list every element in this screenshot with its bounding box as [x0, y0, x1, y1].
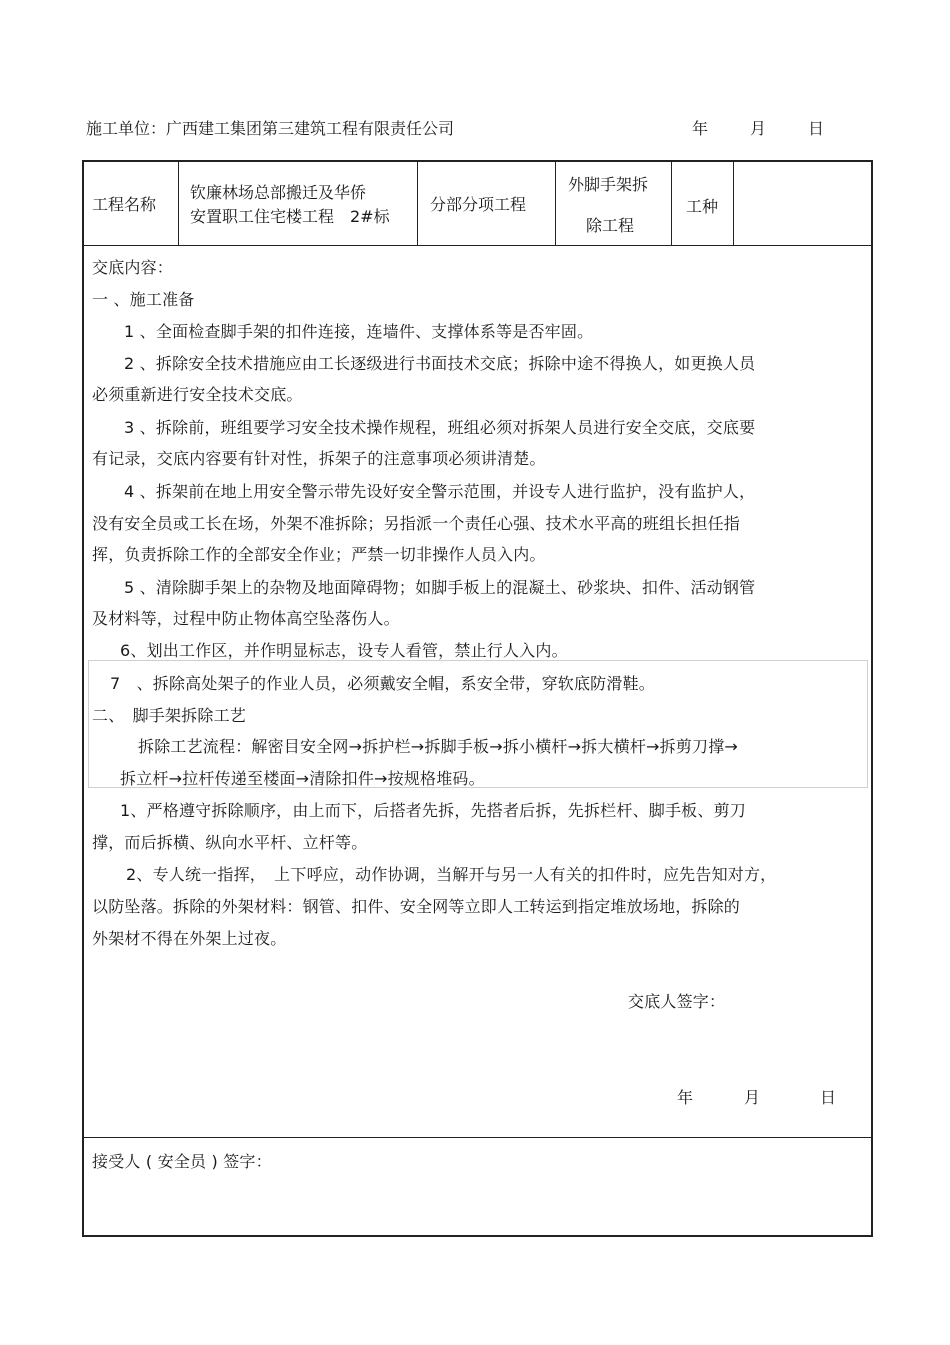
s2-flow-line2: 拆立杆→拉杆传递至楼面→清除扣件→按规格堆码。 — [120, 769, 485, 788]
s2-item-2-line3: 外架材不得在外架上过夜。 — [92, 929, 287, 948]
s2-item-2-line1: 2、专人统一指挥， 上下呼应，动作协调，当解开与另一人有关的扣件时，应先告知对方， — [126, 865, 777, 884]
header-year: 年 — [692, 119, 709, 138]
sign-year: 年 — [677, 1088, 694, 1107]
s1-item-4-line3: 挥，负责拆除工作的全部安全作业；严禁一切非操作人员入内。 — [92, 545, 546, 564]
s2-item-2-line2: 以防坠落。拆除的外架材料：钢管、扣件、安全网等立即人工转运到指定堆放场地，拆除的 — [92, 897, 741, 916]
project-name-label: 工程名称 — [92, 195, 157, 214]
construction-unit-label: 施工单位：广西建工集团第三建筑工程有限责任公司 — [86, 119, 455, 138]
header-month: 月 — [750, 119, 767, 138]
s1-item-2-line2: 必须重新进行安全技术交底。 — [92, 385, 303, 404]
s1-item-5-line2: 及材料等，过程中防止物体高空坠落伤人。 — [92, 609, 400, 628]
s1-item-3-line2: 有记录，交底内容要有针对性，拆架子的注意事项必须讲清楚。 — [92, 449, 546, 468]
s1-item-4-line1: 4 、拆架前在地上用安全警示带先设好安全警示范围，并设专人进行监护，没有监护人， — [124, 482, 756, 501]
trade-label: 工种 — [686, 197, 719, 216]
content-intro: 交底内容： — [92, 258, 174, 277]
receiver-label: 接受人 ( 安全员 ) 签字： — [92, 1152, 272, 1171]
s1-item-4-line2: 没有安全员或工长在场，外架不准拆除；另指派一个责任心强、技术水平高的班组长担任指 — [92, 514, 741, 533]
sign-month: 月 — [744, 1088, 761, 1107]
subproject-line1: 外脚手架拆 — [568, 175, 649, 194]
section-2-title: 二、 脚手架拆除工艺 — [92, 706, 247, 725]
subproject-line2: 除工程 — [586, 216, 635, 235]
s2-flow-line1: 拆除工艺流程：解密目安全网→拆护栏→拆脚手板→拆小横杆→拆大横杆→拆剪刀撑→ — [138, 737, 739, 756]
s1-item-1: 1 、全面检查脚手架的扣件连接，连墙件、支撑体系等是否牢固。 — [124, 322, 594, 341]
s2-item-1-line2: 撑，而后拆横、纵向水平杆、立杆等。 — [92, 833, 368, 852]
s1-item-6: 6、划出工作区，并作明显标志，设专人看管，禁止行人入内。 — [120, 641, 568, 660]
s2-item-1-line1: 1、严格遵守拆除顺序，由上而下，后搭者先拆，先搭者后拆，先拆栏杆、脚手板、剪刀 — [120, 801, 746, 820]
header-day: 日 — [808, 119, 825, 138]
s1-item-5-line1: 5 、清除脚手架上的杂物及地面障碍物；如脚手板上的混凝土、砂浆块、扣件、活动钢管 — [124, 578, 756, 597]
project-name-line2: 安置职工住宅楼工程 2#标 — [190, 207, 390, 226]
section-1-title: 一 、施工准备 — [92, 290, 195, 309]
signer-label: 交底人签字： — [628, 992, 726, 1011]
s1-item-3-line1: 3 、拆除前，班组要学习安全技术操作规程，班组必须对拆架人员进行安全交底，交底要 — [124, 418, 756, 437]
sign-day: 日 — [820, 1088, 837, 1107]
subproject-label: 分部分项工程 — [430, 195, 527, 214]
s1-item-7: 7 、拆除高处架子的作业人员，必须戴安全帽，系安全带，穿软底防滑鞋。 — [110, 674, 655, 693]
project-name-line1: 钦廉林场总部搬迁及华侨 — [190, 183, 367, 202]
s1-item-2-line1: 2 、拆除安全技术措施应由工长逐级进行书面技术交底；拆除中途不得换人，如更换人员 — [124, 354, 756, 373]
